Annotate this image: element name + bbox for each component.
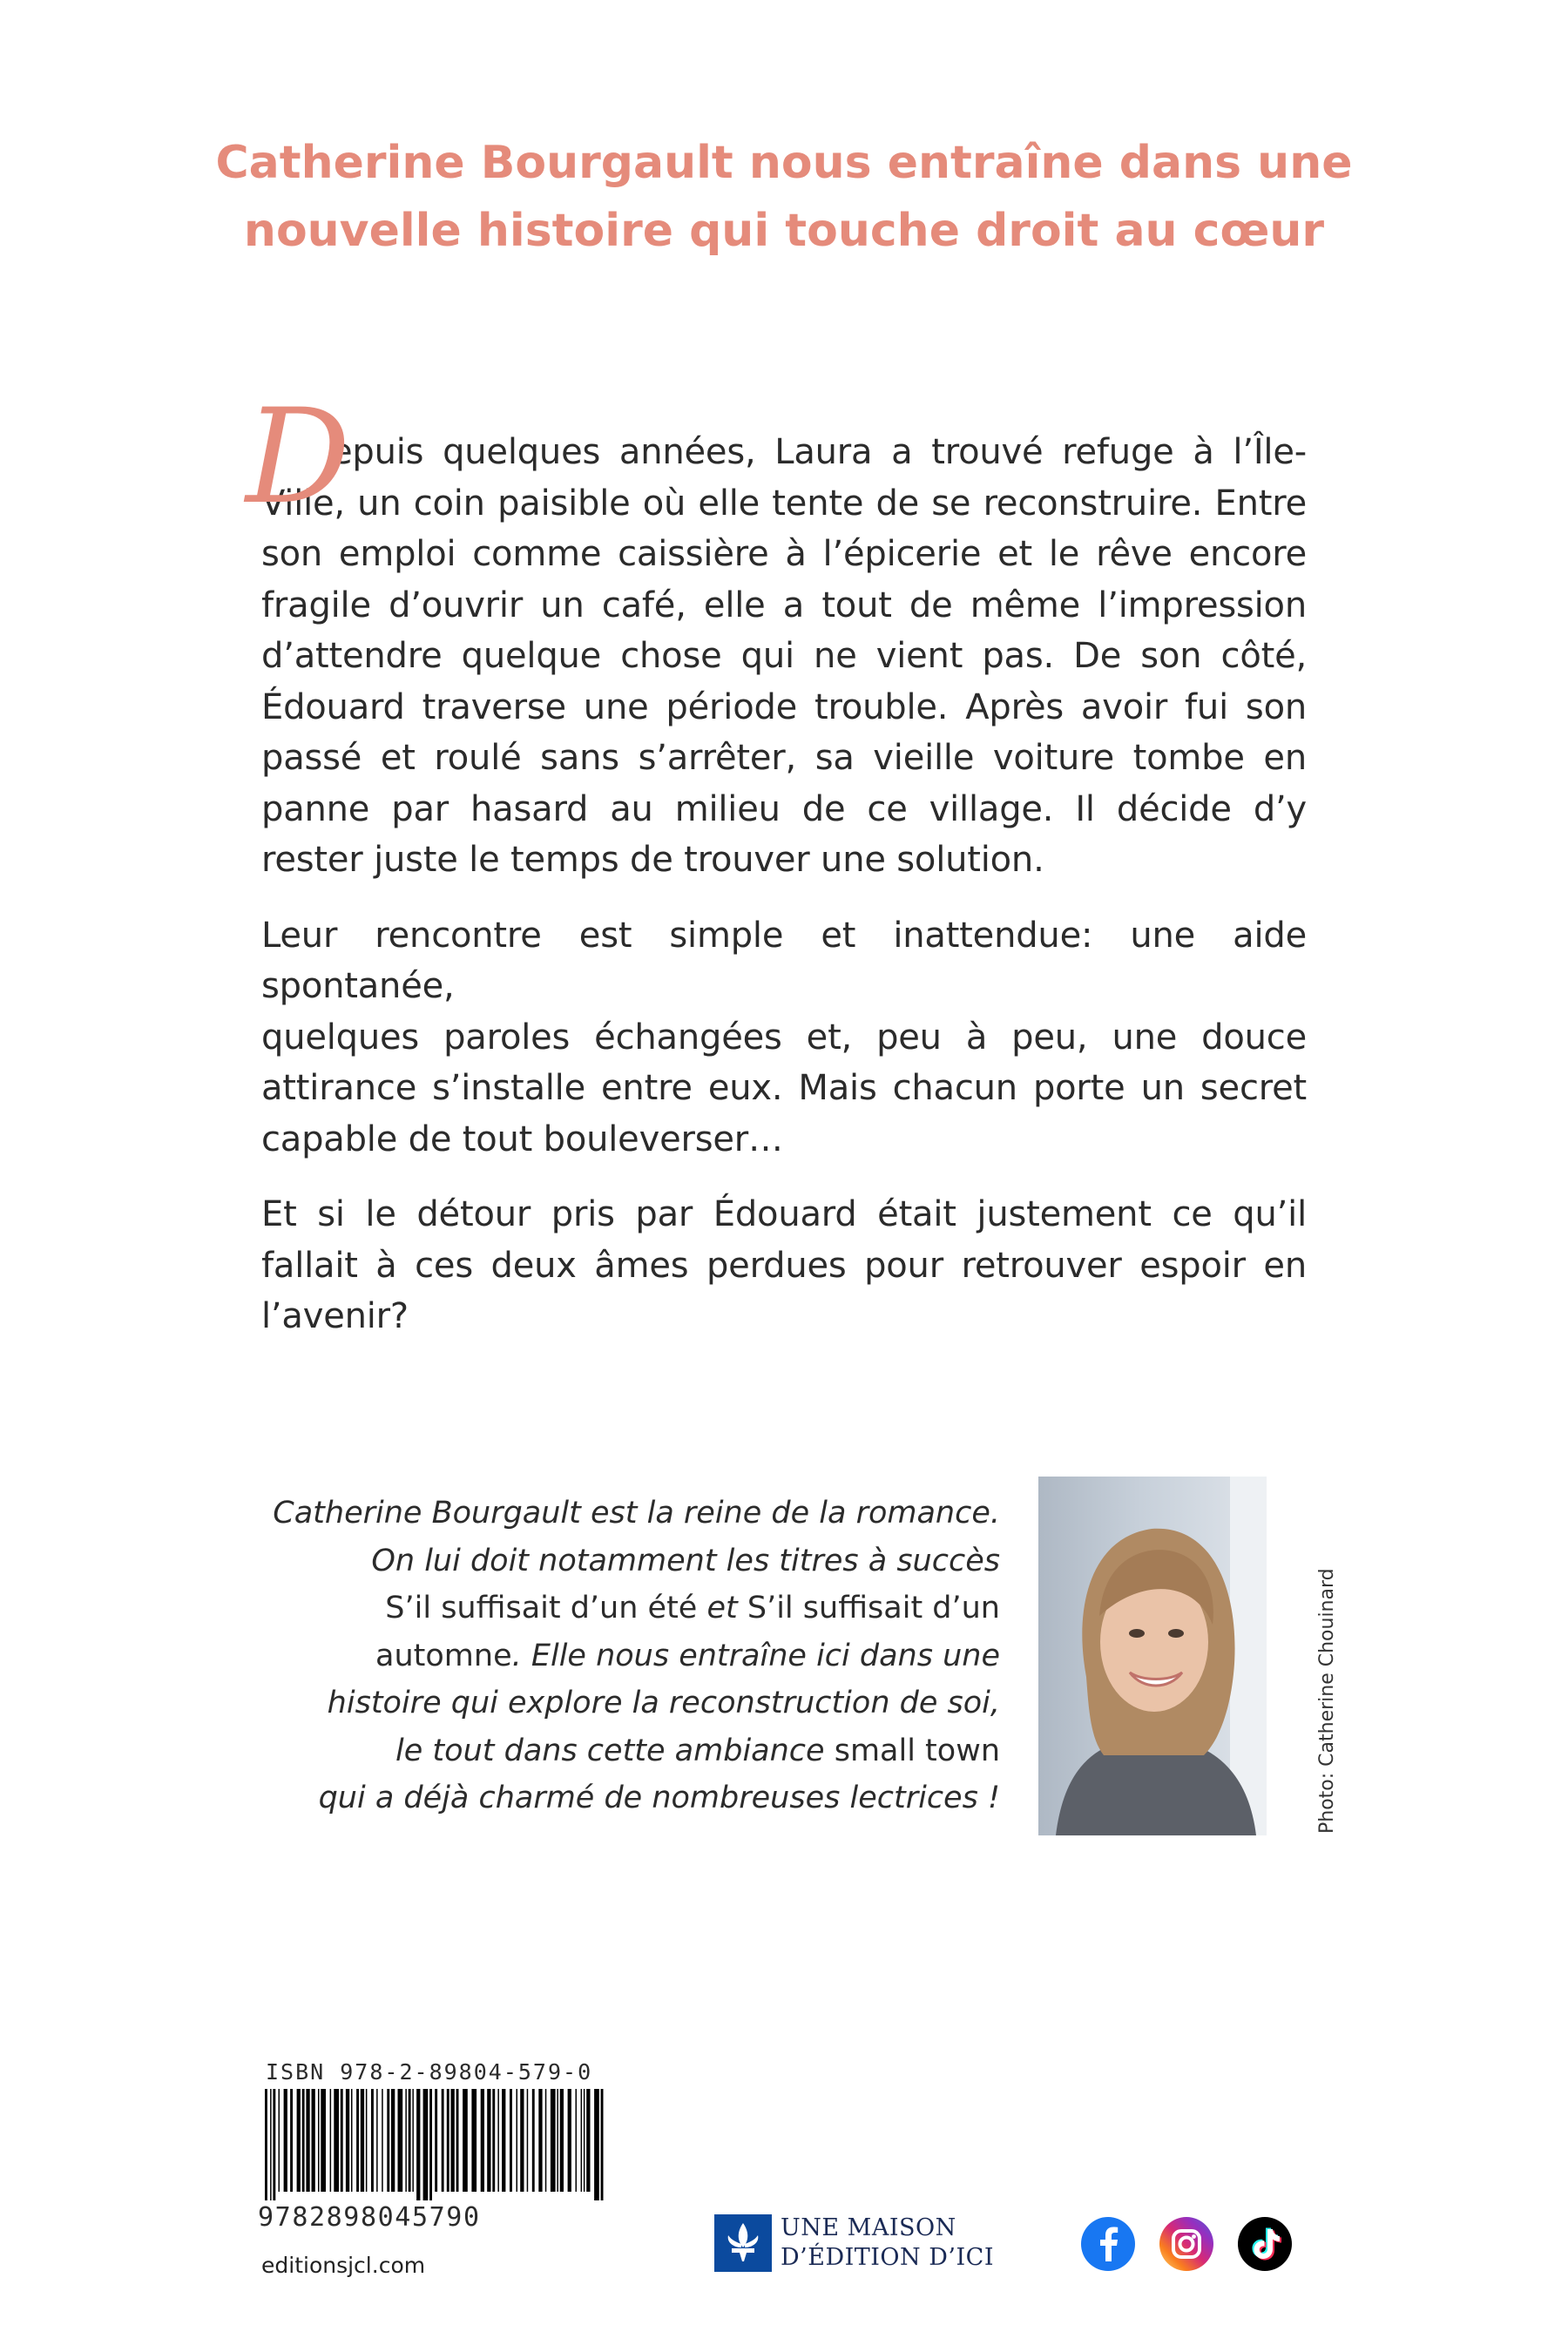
barcode-bar xyxy=(382,2089,383,2192)
isbn: ISBN 978-2-89804-579-0 xyxy=(266,2059,593,2085)
text-line: attirance s’installe entre eux. Mais chacun porte un secret xyxy=(261,1068,1307,1108)
photo-credit: Photo: Catherine Chouinard xyxy=(1316,1568,1338,1834)
barcode-bar xyxy=(334,2089,339,2192)
fleur-de-lis-icon xyxy=(714,2214,772,2272)
barcode-bar xyxy=(456,2089,459,2192)
barcode-bar xyxy=(341,2089,343,2192)
barcode-bar xyxy=(510,2089,512,2192)
barcode-bar xyxy=(594,2089,599,2200)
bio-text: le tout dans cette ambiance xyxy=(395,1733,835,1768)
barcode-bar xyxy=(532,2089,535,2192)
barcode-bar xyxy=(398,2089,403,2192)
barcode-bar xyxy=(312,2089,315,2192)
author-bio xyxy=(261,1490,1000,1822)
barcode-bar xyxy=(435,2089,437,2192)
bio-line xyxy=(261,1632,1000,1680)
barcode-bar xyxy=(442,2089,444,2192)
blurb-paragraph-1 xyxy=(261,427,1307,886)
text-line: Leur rencontre est simple et inattendue: une aide spontanée, xyxy=(261,915,1307,1006)
text-line: Et si le détour pris par Édouard était justement ce qu’il xyxy=(261,1194,1307,1234)
barcode-bar xyxy=(545,2089,547,2192)
barcode-bar xyxy=(321,2089,326,2192)
book-title: automne xyxy=(375,1638,512,1673)
tagline-line-2: nouvelle histoire qui touche droit au cœur xyxy=(243,205,1325,257)
bio-line: histoire qui explore la reconstruction de soi, xyxy=(327,1686,1000,1720)
barcode-bar xyxy=(492,2089,495,2192)
text-line: fallait à ces deux âmes perdues pour retrouver espoir en xyxy=(261,1245,1307,1286)
barcode-bar xyxy=(273,2089,275,2200)
barcode-bar xyxy=(471,2089,476,2192)
barcode-bar xyxy=(356,2089,359,2192)
bio-text: . Elle nous entraîne ici dans une xyxy=(511,1638,1000,1673)
barcode-bar xyxy=(481,2089,484,2192)
bio-line xyxy=(261,1585,1000,1632)
text-line: quelques paroles échangées et, peu à peu, une douce xyxy=(261,1017,1307,1058)
barcode-bar xyxy=(270,2089,272,2200)
barcode-bar xyxy=(409,2089,411,2192)
author-photo xyxy=(1038,1477,1267,1835)
barcode-digits: 9782898045790 xyxy=(258,2202,481,2233)
tagline-line-1: Catherine Bourgault nous entraîne dans une xyxy=(215,137,1353,189)
text-line: Ville, un coin paisible où elle tente de se reconstruire. Entre xyxy=(261,483,1307,524)
back-cover-blurb xyxy=(246,382,1307,1367)
barcode-bar xyxy=(601,2089,604,2200)
barcode-bar xyxy=(416,2089,420,2200)
publisher-logo xyxy=(714,2213,994,2274)
barcode-bar xyxy=(290,2089,293,2192)
barcode-bar xyxy=(284,2089,287,2192)
barcode-bar xyxy=(376,2089,378,2192)
barcode-bar xyxy=(557,2089,558,2192)
barcode-bar xyxy=(351,2089,353,2192)
barcode xyxy=(261,2089,605,2200)
text-line: fragile d’ouvrir un café, elle a tout de même l’impression xyxy=(261,585,1307,625)
book-title: S’il suffisait d’un xyxy=(737,1591,1000,1625)
barcode-bar xyxy=(584,2089,585,2192)
barcode-bar xyxy=(586,2089,590,2192)
drop-cap: D xyxy=(246,382,351,533)
barcode-bar xyxy=(447,2089,449,2192)
barcode-bar xyxy=(330,2089,332,2192)
barcode-bar xyxy=(451,2089,455,2192)
barcode-bar xyxy=(517,2089,518,2192)
barcode-bar xyxy=(371,2089,374,2192)
blurb-paragraph-3 xyxy=(261,1189,1307,1342)
text-line: panne par hasard au milieu de ce village. Il décide d’y xyxy=(261,788,1307,829)
text-line: Édouard traverse une période trouble. Après avoir fui son xyxy=(261,686,1307,727)
barcode-bar xyxy=(551,2089,556,2192)
barcode-bar xyxy=(405,2089,407,2192)
barcode-bar xyxy=(412,2089,414,2192)
publisher-website[interactable]: editionsjcl.com xyxy=(261,2253,426,2278)
barcode-bar xyxy=(568,2089,571,2192)
barcode-bar xyxy=(302,2089,305,2192)
barcode-bar xyxy=(306,2089,309,2192)
text-line: epuis quelques années, Laura a trouvé refuge à l’Île- xyxy=(331,432,1307,472)
barcode-bar xyxy=(463,2089,468,2192)
text-line: l’avenir? xyxy=(261,1296,409,1336)
tagline xyxy=(105,129,1463,265)
bio-line: qui a déjà charmé de nombreuses lectrices ! xyxy=(318,1781,1000,1815)
barcode-bar xyxy=(576,2089,578,2192)
facebook-icon[interactable] xyxy=(1080,2216,1136,2272)
text-line: d’attendre quelque chose qui ne vient pas. De son côté, xyxy=(261,636,1307,676)
text-line: son emploi comme caissière à l’épicerie et le rêve encore xyxy=(261,534,1307,574)
publisher-line-1: UNE MAISON xyxy=(781,2214,956,2241)
publisher-line-2: D’ÉDITION D’ICI xyxy=(781,2244,994,2271)
barcode-bar xyxy=(346,2089,349,2192)
barcode-bar xyxy=(497,2089,499,2192)
barcode-bar xyxy=(387,2089,389,2192)
barcode-bar xyxy=(297,2089,301,2192)
publisher-name xyxy=(781,2213,994,2273)
barcode-bar xyxy=(279,2089,280,2192)
barcode-bar xyxy=(538,2089,542,2192)
barcode-bar xyxy=(391,2089,395,2192)
barcode-bar xyxy=(560,2089,564,2192)
barcode-bar xyxy=(423,2089,429,2200)
bio-line xyxy=(261,1727,1000,1775)
barcode-bar xyxy=(502,2089,505,2192)
barcode-bar xyxy=(361,2089,364,2192)
text-line: capable de tout bouleverser… xyxy=(261,1119,783,1159)
barcode-bar xyxy=(366,2089,368,2192)
barcode-bar xyxy=(527,2089,529,2192)
bio-line: On lui doit notamment les titres à succès xyxy=(371,1543,1000,1578)
barcode-bar xyxy=(265,2089,267,2200)
barcode-bar xyxy=(487,2089,490,2192)
bio-phrase: small town xyxy=(834,1733,1000,1768)
barcode-bar xyxy=(318,2089,320,2192)
book-title: S’il suffisait d’un été xyxy=(385,1591,707,1625)
instagram-icon[interactable] xyxy=(1159,2216,1214,2272)
barcode-bar xyxy=(581,2089,583,2192)
text-line: rester juste le temps de trouver une solution. xyxy=(261,840,1044,880)
barcode-bar xyxy=(429,2089,432,2200)
text-line: passé et roulé sans s’arrêter, sa vieille voiture tombe en xyxy=(261,738,1307,778)
bio-line: Catherine Bourgault est la reine de la romance. xyxy=(273,1496,1000,1531)
barcode-bar xyxy=(520,2089,524,2192)
blurb-paragraph-2 xyxy=(261,910,1307,1166)
tiktok-icon[interactable] xyxy=(1237,2216,1293,2272)
bio-word: et xyxy=(706,1591,738,1625)
